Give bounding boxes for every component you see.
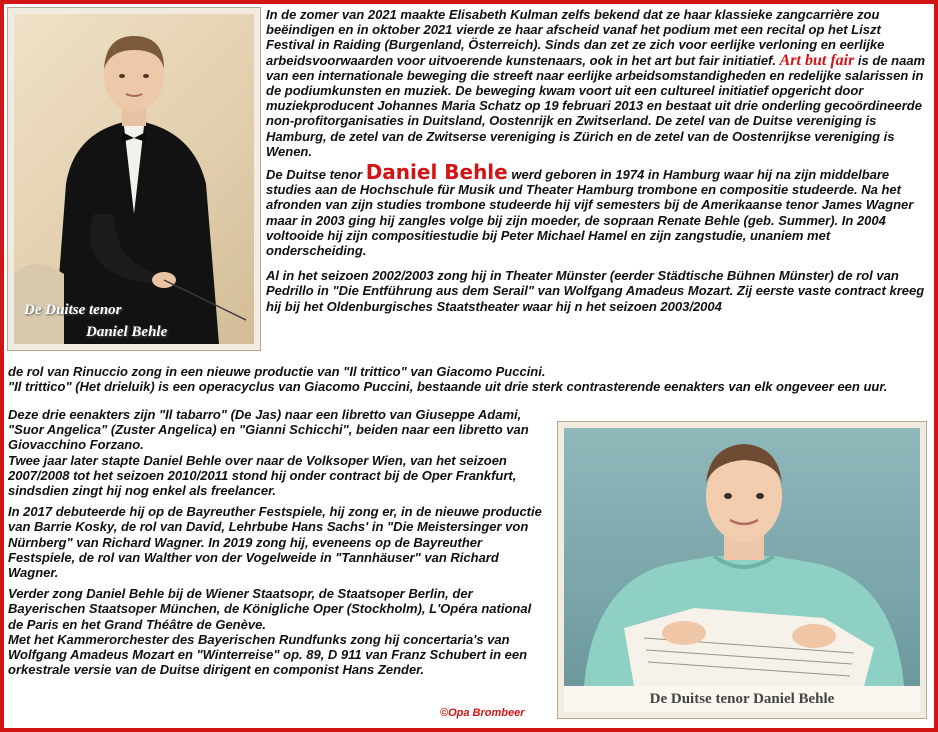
text-block-bottom bbox=[8, 407, 548, 677]
photo2-caption: De Duitse tenor Daniel Behle bbox=[564, 686, 920, 712]
paragraph-bayreuth: In 2017 debuteerde hij op de Bayreuther Festspiele, hij zong er, in de nieuwe productie van Barrie Kosky, de rol van David, Lehrbube Hans Sachs' in "Die Meistersinger von Nürnberg" van Richard Wagner. In 2019 zong hij, eveneens op de Bayreuther Festspiele, de rol van Walther von der Vogelweide in "Tannhäuser" van Richard Wagner. bbox=[8, 504, 542, 581]
paragraph-rinuccio: de rol van Rinuccio zong in een nieuwe productie van "Il trittico" van Giacomo Puccini. bbox=[8, 364, 546, 379]
para2-post: werd geboren in 1974 in Hamburg waar hij na zijn middelbare studies aan de Hochschule für Musik und Theater Hamburg trombone en compositie studeerde. Na het afronden van zijn studies trombone studeerde hij vijf semesters bij de Amerikaanse tenor James Wagner maar in 2003 ging hij zangles volge bij zijn moeder, de sopraan Renate Behle (geb. Summer). In 2004 voltooide hij zijn compositiestudie bij Peter Michael Hamel en zijn zangstudie, unaniem met onderscheiding. bbox=[266, 167, 914, 259]
paragraph-il-trittico: "Il trittico" (Het drieluik) is een operacyclus van Giacomo Puccini, bestaande uit drie sterk contrasterende eenakters van elk ongeveer een uur. bbox=[8, 379, 888, 395]
paragraph-volksoper: Twee jaar later stapte Daniel Behle over naar de Volksoper Wien, van het seizoen 2007/2008 tot het seizoen 2010/2011 stond hij onder contract bij de Oper Frankfurt, sindsdien zingt hij nog enkel als freelancer. bbox=[8, 452, 517, 499]
paragraph-munster: Al in het seizoen 2002/2003 zong hij in Theater Münster (eerder Städtische Bühnen Münster) de rol van Pedrillo in "Die Entführung aus dem Serail" van Wolfgang Amadeus Mozart. Zij eerste vaste contract kreeg hij bij het Oldenburgisches Staatstheater waar hij n het seizoen 2003/2004 bbox=[266, 268, 925, 314]
photo1-caption-line2: Daniel Behle bbox=[86, 324, 168, 340]
daniel-behle-highlight: Daniel Behle bbox=[365, 160, 508, 185]
para2-pre: De Duitse tenor bbox=[266, 167, 366, 183]
para1-pre: In de zomer van 2021 maakte Elisabeth Kulman zelfs bekend dat ze haar klassieke zangcarrière zou beëindigen en in oktober 2021 vierde ze haar afscheid vanaf het podium met een recital op het Liszt Festival in Raiding (Burgenland, Österreich). Sinds dan zet ze zich voor eerlijke verloning en eerlijke arbeidsvoorwaarden voor uitvoerende kunstenaars, ook in het art but fair initiatief. bbox=[266, 7, 885, 68]
para1-post: is de naam van een internationale beweging die streeft naar eerlijke arbeidsomstandigheden en redelijke salarissen in de podiumkunsten en muziek. De beweging kwam voort uit een cultureel initiatief opgericht door muziekproducent Johannes Maria Schatz op 19 februari 2013 en bestaat uit drie onderling gecoördineerde non-profitorganisaties in Duitsland, Oostenrijk en Zwitserland. De zetel van de Duitse vereniging is Hamburg, de zetel van de Zwitserse vereniging is Zürich en de zetel van de Oostenrijkse vereniging is Wenen. bbox=[266, 52, 926, 159]
paragraph-staatsoper: Verder zong Daniel Behle bij de Wiener Staatsopr, de Staatsoper Berlin, der Bayerischen Staatsoper München, de Königliche Oper (Stockholm), L'Opéra national de Paris en het Grand Théâtre de Genève. bbox=[8, 586, 532, 632]
text-block-middle bbox=[8, 364, 928, 394]
portrait-photo-tuxedo bbox=[8, 8, 260, 350]
paragraph-kammerorchester: Met het Kammerorchester des Bayerischen Rundfunks zong hij concertaria's van Wolfgang Amadeus Mozart en "Winterreise" op. 89, D 911 van Franz Schubert in een orkestrale versie van de Duitse dirigent en componist Hans Zender. bbox=[8, 631, 528, 678]
photo1-caption-line1: De Duitse tenor bbox=[24, 302, 122, 318]
paragraph-daniel-behle bbox=[266, 160, 930, 259]
paragraph-eenakters: Deze drie eenakters zijn "Il tabarro" (De Jas) naar een libretto van Giuseppe Adami, "Suor Angelica" (Zuster Angelica) en "Gianni Schicchi", beiden naar een libretto van Giovacchino Forzano. bbox=[8, 407, 529, 453]
paragraph-art-but-fair bbox=[266, 7, 930, 159]
tenor-score-illustration bbox=[564, 428, 920, 686]
copyright-credit: ©Opa Brombeer bbox=[440, 707, 525, 719]
tenor-tuxedo-illustration bbox=[14, 14, 254, 344]
art-but-fair-highlight: Art but fair bbox=[779, 51, 855, 69]
text-block-top bbox=[266, 7, 930, 320]
portrait-photo-score bbox=[558, 422, 926, 718]
